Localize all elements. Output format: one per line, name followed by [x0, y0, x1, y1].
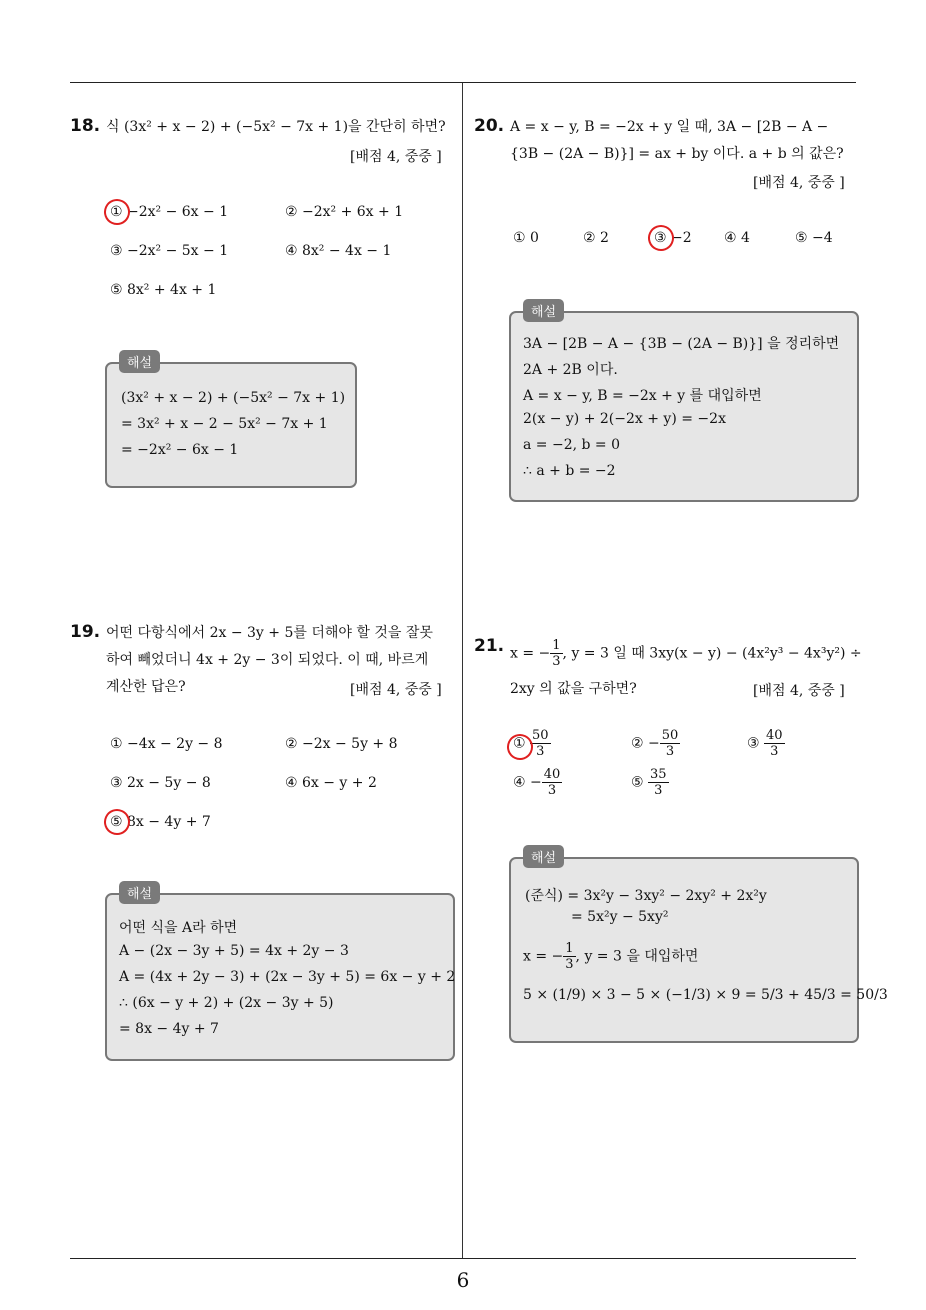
- option-3[interactable]: [747, 728, 785, 759]
- question-text: {3B − (2A − B)}] = ax + by 이다. a + b 의 값은?: [510, 146, 844, 162]
- option-4[interactable]: [513, 767, 562, 798]
- option-2[interactable]: [631, 728, 680, 759]
- option-label: ⑤: [631, 774, 644, 791]
- solution-text: x = −: [523, 948, 564, 965]
- question-text-part: x = −: [510, 645, 551, 662]
- solution-line: 2A + 2B 이다.: [523, 362, 618, 378]
- solution-line: = 3x² + x − 2 − 5x² − 7x + 1: [121, 416, 328, 432]
- denominator: 3: [665, 744, 675, 759]
- numerator: 40: [766, 728, 783, 743]
- question-number: 18.: [70, 116, 101, 136]
- solution-box: [509, 311, 859, 502]
- question-number: 20.: [474, 116, 505, 136]
- solution-line: 3A − [2B − A − {3B − (2A − B)}] 을 정리하면: [523, 336, 840, 352]
- solution-box: [105, 893, 455, 1061]
- numerator: 40: [543, 767, 561, 782]
- option-label: ①: [513, 735, 526, 752]
- option-1[interactable]: ① −4x − 2y − 8: [110, 736, 223, 752]
- solution-line: = 5x²y − 5xy²: [571, 909, 669, 925]
- denominator: 3: [547, 783, 557, 798]
- solution-line: ∴ a + b = −2: [523, 463, 616, 479]
- denominator: 3: [654, 783, 663, 798]
- solution-line: A − (2x − 3y + 5) = 4x + 2y − 3: [119, 943, 349, 959]
- option-5[interactable]: ⑤ −4: [795, 230, 833, 246]
- question-text-part: , y = 3 일 때 3xy(x − y) − (4x²y³ − 4x³y²) ÷: [562, 645, 862, 662]
- solution-line: A = (4x + 2y − 3) + (2x − 3y + 5) = 6x − y + 2: [119, 969, 456, 985]
- bottom-rule: [70, 1258, 856, 1259]
- solution-text: , y = 3 을 대입하면: [575, 948, 699, 965]
- option-label: ②: [631, 735, 644, 752]
- numerator: 1: [552, 638, 561, 653]
- option-1[interactable]: ① 0: [513, 230, 539, 246]
- denominator: 3: [552, 654, 561, 669]
- answer-mark-icon: [100, 195, 133, 228]
- fraction: [764, 728, 785, 759]
- option-4[interactable]: ④ 6x − y + 2: [285, 775, 377, 791]
- option-5[interactable]: ⑤ 8x − 4y + 7: [110, 814, 211, 830]
- solution-box: [105, 362, 357, 488]
- question-text: 하여 빼었더니 4x + 2y − 3이 되었다. 이 때, 바르게: [106, 652, 429, 668]
- question-text: A = x − y, B = −2x + y 일 때, 3A − [2B − A −: [510, 119, 829, 135]
- score-meta: [배점 4, 중중 ]: [350, 682, 442, 698]
- solution-line: 어떤 식을 A라 하면: [119, 920, 238, 936]
- solution-tag: 해설: [119, 881, 160, 904]
- solution-box: [509, 857, 888, 1043]
- question-number: 19.: [70, 622, 101, 642]
- solution-line: 2(x − y) + 2(−2x + y) = −2x: [523, 411, 726, 427]
- denominator: 3: [770, 744, 779, 759]
- answer-mark-icon: [644, 221, 677, 254]
- fraction: [660, 728, 681, 759]
- fraction: [530, 728, 551, 759]
- solution-line: 5 × (1/9) × 3 − 5 × (−1/3) × 9 = 5/3 + 45/3 = 50/3: [523, 987, 888, 1003]
- option-5[interactable]: ⑤ 8x² + 4x + 1: [110, 282, 217, 298]
- top-rule: [70, 82, 856, 83]
- option-3[interactable]: ③ −2x² − 5x − 1: [110, 243, 229, 259]
- page-number: 6: [456, 1268, 470, 1292]
- solution-line: a = −2, b = 0: [523, 437, 621, 453]
- option-4[interactable]: ④ 8x² − 4x − 1: [285, 243, 392, 259]
- answer-mark-icon: [100, 805, 133, 838]
- option-2[interactable]: ② −2x² + 6x + 1: [285, 204, 404, 220]
- numerator: 35: [650, 767, 667, 782]
- column-divider: [462, 83, 463, 1258]
- question-text: 식 (3x² + x − 2) + (−5x² − 7x + 1)을 간단히 하면?: [106, 119, 446, 135]
- question-text: 2xy 의 값을 구하면?: [510, 681, 637, 697]
- solution-line: (준식) = 3x²y − 3xy² − 2xy² + 2x²y: [525, 888, 767, 904]
- option-label: ③: [747, 735, 760, 752]
- option-3[interactable]: ③ −2: [654, 230, 692, 246]
- denominator: 3: [536, 744, 545, 759]
- option-2[interactable]: ② 2: [583, 230, 609, 246]
- question-text: [510, 638, 862, 669]
- solution-line: [523, 941, 698, 972]
- numerator: 50: [661, 728, 679, 743]
- score-meta: [배점 4, 중중 ]: [753, 683, 845, 699]
- fraction: [648, 767, 669, 798]
- question-text: 계산한 답은?: [106, 679, 186, 695]
- numerator: 50: [532, 728, 549, 743]
- option-4[interactable]: ④ 4: [724, 230, 750, 246]
- solution-line: A = x − y, B = −2x + y 를 대입하면: [523, 388, 762, 404]
- question-text: 어떤 다항식에서 2x − 3y + 5를 더해야 할 것을 잘못: [106, 625, 433, 641]
- solution-tag: 해설: [119, 350, 160, 373]
- option-2[interactable]: ② −2x − 5y + 8: [285, 736, 398, 752]
- fraction: [550, 638, 562, 669]
- score-meta: [배점 4, 중중 ]: [350, 149, 442, 165]
- option-sign: −: [530, 774, 542, 791]
- option-sign: −: [648, 735, 660, 752]
- solution-line: = 8x − 4y + 7: [119, 1021, 219, 1037]
- denominator: 3: [565, 957, 574, 972]
- score-meta: [배점 4, 중중 ]: [753, 175, 845, 191]
- solution-tag: 해설: [523, 299, 564, 322]
- option-5[interactable]: [631, 767, 669, 798]
- option-label: ④: [513, 774, 526, 791]
- option-1[interactable]: ① −2x² − 6x − 1: [110, 204, 229, 220]
- solution-tag: 해설: [523, 845, 564, 868]
- solution-line: ∴ (6x − y + 2) + (2x − 3y + 5): [119, 995, 334, 1011]
- solution-line: (3x² + x − 2) + (−5x² − 7x + 1): [121, 390, 346, 406]
- option-3[interactable]: ③ 2x − 5y − 8: [110, 775, 211, 791]
- question-number: 21.: [474, 636, 505, 656]
- numerator: 1: [565, 941, 574, 956]
- fraction: [563, 941, 575, 972]
- solution-line: = −2x² − 6x − 1: [121, 442, 239, 458]
- fraction: [542, 767, 563, 798]
